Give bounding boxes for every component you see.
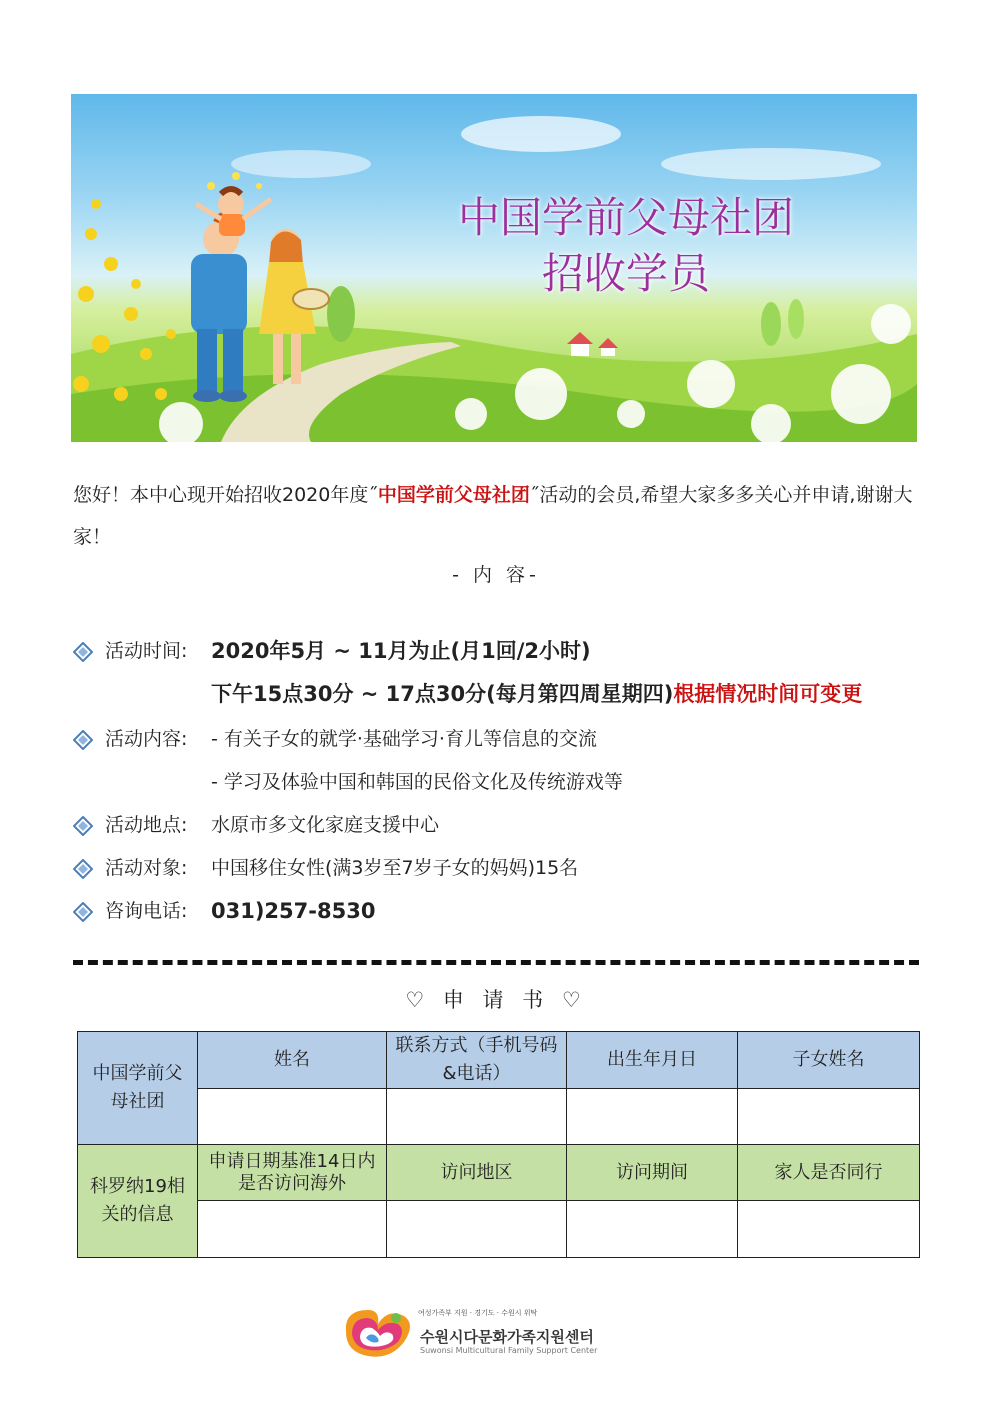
place-label: 活动地点: xyxy=(105,814,188,836)
section-heading: - 内 容- xyxy=(452,564,540,586)
form-title: ♡ 申 请 书 ♡ xyxy=(405,988,587,1012)
time-line2: 下午15点30分 ~ 17点30分(每月第四周星期四) xyxy=(211,682,674,706)
time-value-2 xyxy=(211,679,862,709)
time-note: 根据情况时间可变更 xyxy=(673,682,863,706)
content-value-1: - 有关子女的就学·基础学习·育儿等信息的交流 xyxy=(211,728,597,750)
application-table xyxy=(77,1031,920,1258)
intro-text-1: 您好！本中心现开始招收2020年度˝ xyxy=(73,484,378,506)
input-birth[interactable] xyxy=(567,1089,738,1145)
col-child-header: 子女姓名 xyxy=(738,1032,919,1089)
target-label: 活动对象: xyxy=(105,857,188,879)
diamond-bullet-icon xyxy=(73,642,93,662)
col-family-header: 家人是否同行 xyxy=(738,1145,919,1201)
input-region[interactable] xyxy=(387,1201,567,1257)
content-value-2: - 学习及体验中国和韩国的民俗文化及传统游戏等 xyxy=(211,771,623,793)
diamond-bullet-icon xyxy=(73,859,93,879)
place-value: 水原市多文化家庭支援中心 xyxy=(211,814,440,836)
group2-label: 科罗纳19相关的信息 xyxy=(78,1145,198,1257)
dashed-divider xyxy=(73,960,919,965)
input-name[interactable] xyxy=(198,1089,387,1145)
col-name-header: 姓名 xyxy=(198,1032,387,1089)
banner-image xyxy=(71,94,917,442)
intro-paragraph xyxy=(73,474,923,558)
center-logo-icon xyxy=(338,1302,416,1362)
col-abroad-header: 申请日期基准14日内是否访问海外 xyxy=(198,1145,387,1201)
group1-label: 中国学前父母社团 xyxy=(78,1032,198,1145)
input-family[interactable] xyxy=(738,1201,919,1257)
content-label: 活动内容: xyxy=(105,728,188,750)
banner-title-line1: 中国学前父母社团 xyxy=(457,193,794,242)
logo-subtitle: Suwonsi Multicultural Family Support Center xyxy=(420,1346,598,1355)
col-region-header: 访问地区 xyxy=(387,1145,567,1201)
diamond-bullet-icon xyxy=(73,730,93,750)
input-period[interactable] xyxy=(567,1201,738,1257)
logo-sponsors: 여성가족부 지원 · 경기도 · 수원시 위탁 xyxy=(418,1309,538,1317)
time-label: 活动时间: xyxy=(105,640,188,662)
col-contact-header: 联系方式（手机号码&电话） xyxy=(387,1032,567,1089)
logo-name: 수원시다문화가족지원센터 xyxy=(420,1328,594,1346)
center-logo xyxy=(338,1302,628,1362)
target-value: 中国移住女性(满3岁至7岁子女的妈妈)15名 xyxy=(211,857,579,879)
banner-title-line2: 招收学员 xyxy=(541,249,710,298)
input-contact[interactable] xyxy=(387,1089,567,1145)
diamond-bullet-icon xyxy=(73,816,93,836)
input-child-name[interactable] xyxy=(738,1089,919,1145)
input-abroad[interactable] xyxy=(198,1201,387,1257)
banner-title xyxy=(401,190,851,302)
col-period-header: 访问期间 xyxy=(567,1145,738,1201)
time-value: 2020年5月 ~ 11月为止(月1回/2小时) xyxy=(211,639,591,663)
phone-label: 咨询电话: xyxy=(105,900,188,922)
phone-value: 031)257-8530 xyxy=(211,899,376,923)
intro-text-2: ˝活动的会员,希望大家多多关心并申请,谢谢大家！ xyxy=(73,484,913,548)
diamond-bullet-icon xyxy=(73,902,93,922)
intro-highlight: 中国学前父母社团 xyxy=(377,484,530,506)
col-birth-header: 出生年月日 xyxy=(567,1032,738,1089)
